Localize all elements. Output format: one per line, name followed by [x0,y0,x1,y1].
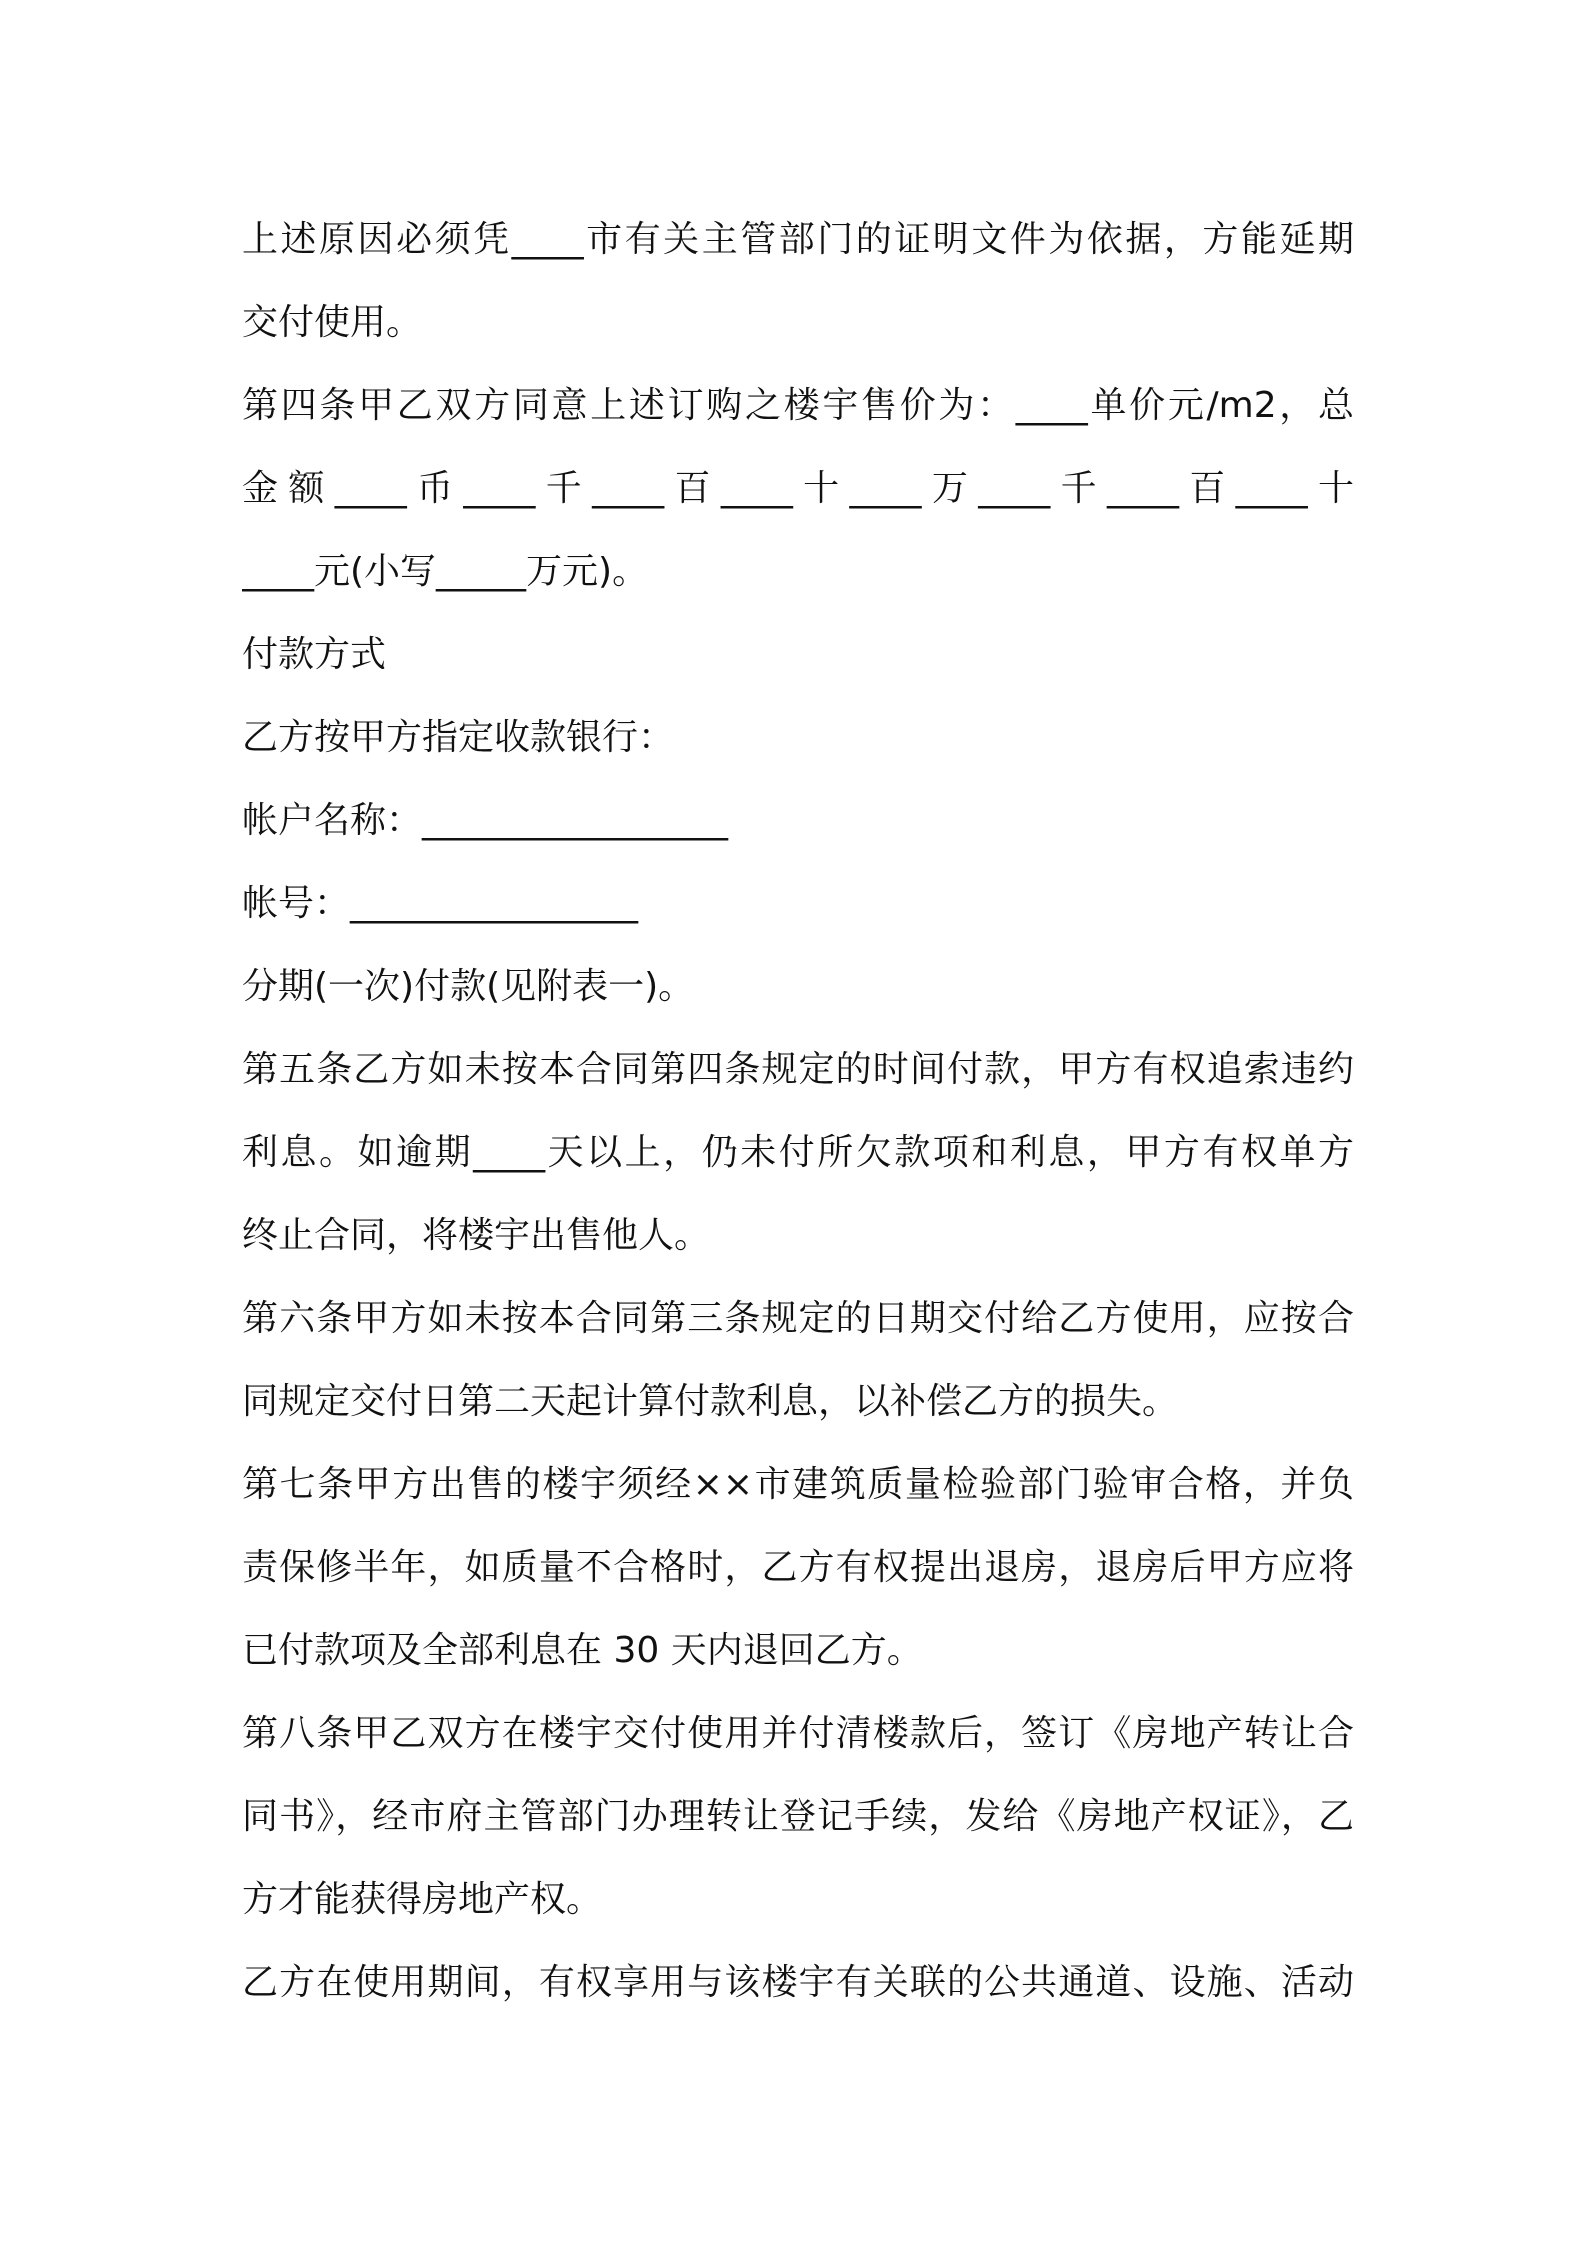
text-line: 第八条甲乙双方在楼宇交付使用并付清楼款后，签订《房地产转让合 [242,1713,1354,1754]
text-line: 同书》，经市府主管部门办理转让登记手续，发给《房地产权证》，乙 [242,1796,1354,1837]
text-line: 责保修半年，如质量不合格时，乙方有权提出退房，退房后甲方应将 [242,1547,1354,1588]
text-line: 乙方按甲方指定收款银行： [242,717,675,758]
text-line: 终止合同，将楼宇出售他人。 [242,1215,711,1256]
document-body [242,198,1354,2024]
text-line: 第七条甲方出售的楼宇须经××市建筑质量检验部门验审合格，并负 [242,1464,1354,1505]
text-line: 交付使用。 [242,302,423,343]
text-line: 上述原因必须凭____市有关主管部门的证明文件为依据，方能延期 [242,219,1354,260]
text-line: 帐户名称：_________________ [242,800,729,841]
text-line: 已付款项及全部利息在 30 天内退回乙方。 [242,1630,923,1671]
text-line: 同规定交付日第二天起计算付款利息，以补偿乙方的损失。 [242,1381,1179,1422]
text-line: 分期(一次)付款(见附表一)。 [242,966,695,1007]
text-line: ____元(小写_____万元)。 [242,551,649,592]
text-line: 金额____币____千____百____十____万____千____百____十 [242,468,1354,509]
text-line: 帐号：________________ [242,883,639,924]
text-line: 利息。如逾期____天以上，仍未付所欠款项和利息，甲方有权单方 [242,1132,1354,1173]
text-line: 第六条甲方如未按本合同第三条规定的日期交付给乙方使用，应按合 [242,1298,1354,1339]
text-line: 第四条甲乙双方同意上述订购之楼宇售价为：____单价元/m2，总 [242,385,1354,426]
text-line: 付款方式 [242,634,387,675]
text-line: 第五条乙方如未按本合同第四条规定的时间付款，甲方有权追索违约 [242,1049,1354,1090]
text-line: 方才能获得房地产权。 [242,1879,603,1920]
text-line: 乙方在使用期间，有权享用与该楼宇有关联的公共通道、设施、活动 [242,1962,1354,2003]
